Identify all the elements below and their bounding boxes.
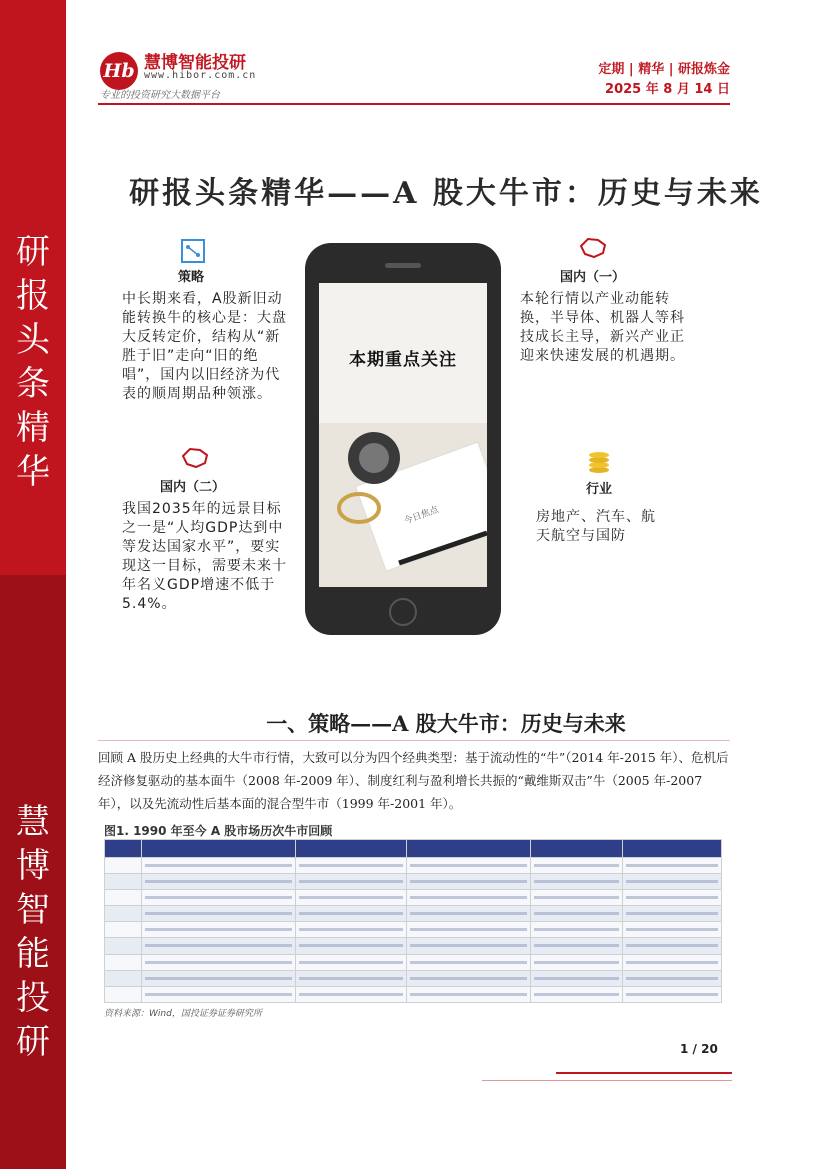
page-title: 研报头条精华——A 股大牛市：历史与未来: [129, 176, 763, 211]
table-row: [105, 938, 722, 954]
desk-photo-icon: [319, 283, 487, 587]
logo-url: www.hibor.com.cn: [144, 70, 257, 81]
sidebar-bottom-band: [0, 575, 66, 1169]
domestic2-text: 我国2035年的远景目标之一是“人均GDP达到中等发达国家水平”，要实现这一目标，需要未来十年名义GDP增速不低于5.4%。: [122, 501, 287, 612]
sidebar-char: 投: [16, 978, 50, 1018]
header-date: 2025 年 8 月 14 日: [605, 82, 730, 97]
section-title: 一、策略——A 股大牛市：历史与未来: [266, 711, 626, 736]
industry-title: 行业: [586, 482, 613, 497]
figure-title: 图1. 1990 年至今 A 股市场历次牛市回顾: [104, 824, 333, 838]
table-header-row: [105, 840, 722, 858]
domestic1-text: 本轮行情以产业动能转换，半导体、机器人等科技成长主导，新兴产业正迎来快速发展的机遇期。: [520, 291, 685, 364]
table-row: [105, 986, 722, 1002]
figure-table-image: [104, 839, 722, 1003]
sidebar-char: 报: [16, 276, 50, 316]
table-row: [105, 890, 722, 906]
phone-screen-text: 本期重点关注: [349, 350, 457, 370]
sidebar-char: 条: [16, 364, 50, 404]
sidebar: [0, 0, 66, 1169]
header-tagline: 定期 | 精华 | 研报炼金: [598, 62, 730, 77]
phone-speaker: [385, 263, 421, 268]
strategy-title: 策略: [178, 270, 205, 285]
page-number: 1 / 20: [680, 1042, 718, 1056]
phone-illustration: [305, 243, 501, 635]
domestic1-title: 国内（一）: [560, 270, 626, 285]
sidebar-char: 慧: [16, 802, 50, 842]
phone-home-button-icon: [389, 598, 417, 626]
sidebar-title-bottom: [0, 800, 66, 1064]
table-row: [105, 970, 722, 986]
sidebar-char: 研: [16, 232, 50, 272]
table-row: [105, 954, 722, 970]
table-row: [105, 873, 722, 889]
china-map-icon: [180, 446, 210, 474]
sidebar-char: 研: [16, 1022, 50, 1062]
strategy-icon: [180, 238, 206, 268]
domestic2-title: 国内（二）: [160, 480, 226, 495]
table-row: [105, 922, 722, 938]
logo-slogan: 专业的投资研究大数据平台: [100, 90, 220, 101]
sidebar-char: 智: [16, 890, 50, 930]
sidebar-char: 能: [16, 934, 50, 974]
table-row: [105, 857, 722, 873]
phone-screen: [319, 283, 487, 587]
logo-name: 慧博智能投研: [144, 53, 246, 73]
logo-mark-icon: Hb: [100, 52, 138, 90]
footer-divider-thin: [482, 1080, 732, 1081]
sidebar-top-band: [0, 0, 66, 575]
section-paragraph: 回顾 A 股历史上经典的大牛市行情，大致可以分为四个经典类型：基于流动性的“牛”（2014 年-2015 年）、危机后经济修复驱动的基本面牛（2008 年-2009 年）、制度红利与盈利增长共振的“戴维斯双击”牛（2005 年-2007 年），以及先流动性后基本面的混合型牛市（1999 年-2001 年）。: [98, 750, 729, 811]
industry-text: 房地产、汽车、航天航空与国防: [536, 509, 656, 544]
strategy-text: 中长期来看，A股新旧动能转换牛的核心是：大盘大反转定价，结构从“新胜于旧”走向“旧的绝唱”，国内以旧经济为代表的顺周期品种领涨。: [122, 291, 287, 402]
coins-icon: [586, 446, 612, 478]
header-meta: [598, 60, 730, 100]
china-map-icon: [578, 236, 608, 264]
sidebar-char: 华: [16, 452, 50, 492]
sidebar-title-top: [0, 230, 66, 494]
figure-source: 资料来源：Wind，国投证券证券研究所: [104, 1009, 262, 1019]
header-divider: [98, 103, 730, 105]
sidebar-char: 精: [16, 408, 50, 448]
logo[interactable]: [100, 48, 260, 101]
screen-note: 今日焦点: [402, 505, 441, 527]
table-row: [105, 906, 722, 922]
sidebar-char: 博: [16, 846, 50, 886]
sidebar-char: 头: [16, 320, 50, 360]
footer-divider: [556, 1072, 732, 1074]
section-divider: [98, 740, 730, 741]
